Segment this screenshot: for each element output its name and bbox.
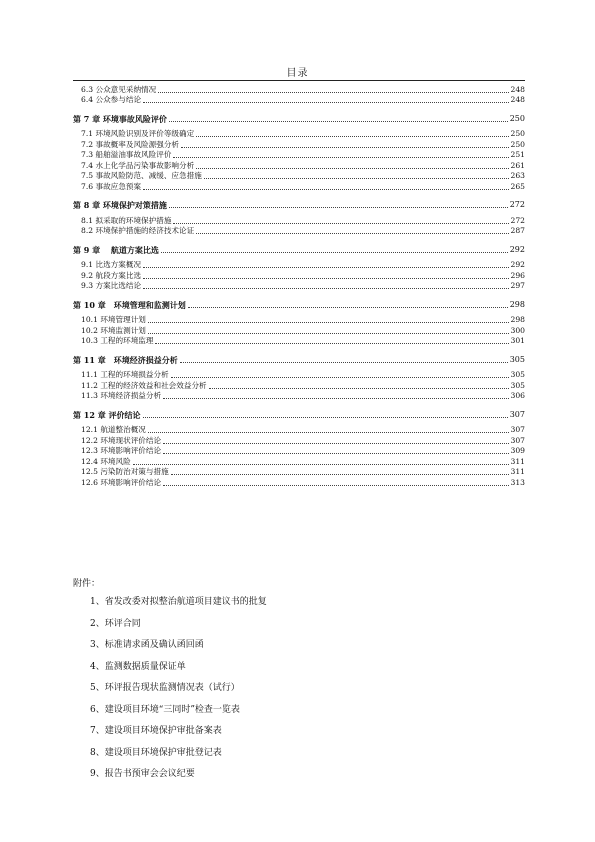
toc-entry-title: 7.5 事故风险防范、减缓、应急措施 xyxy=(81,171,202,180)
appendix-item: 7、建设项目环境保护审批备案表 xyxy=(90,726,222,736)
toc-entry-title: 7.6 事故应急预案 xyxy=(81,181,142,191)
toc-section-row[interactable] xyxy=(73,467,525,478)
appendix-item: 1、省发改委对拟整治航道项目建议书的批复 xyxy=(90,597,267,607)
toc-section-row[interactable] xyxy=(73,260,525,271)
toc-page-number: 307 xyxy=(510,435,525,445)
toc-section-row[interactable] xyxy=(73,435,525,446)
toc-entry-title: 12.4 环境风险 xyxy=(81,456,131,466)
toc-page-number: 287 xyxy=(510,226,525,235)
toc-section-row[interactable] xyxy=(73,325,525,336)
toc-page-number: 298 xyxy=(510,315,525,324)
toc-page-number: 313 xyxy=(510,477,525,487)
toc-entry-title: 第 12 章 评价结论 xyxy=(73,409,141,420)
toc-page-number: 307 xyxy=(510,425,525,434)
toc-page-number: 298 xyxy=(509,299,525,309)
toc-section-row[interactable] xyxy=(73,477,525,488)
toc-entry-title: 7.4 水上化学品污染事故影响分析 xyxy=(81,160,195,170)
appendix-item: 8、建设项目环境保护审批登记表 xyxy=(90,747,222,758)
toc-page-number: 248 xyxy=(510,84,525,94)
toc-entry-title: 11.2 工程的经济效益和社会效益分析 xyxy=(81,380,207,390)
toc-dot-leader xyxy=(163,443,508,444)
toc-section-row[interactable] xyxy=(73,160,525,171)
toc-entry-title: 第 10 章 环境管理和监测计划 xyxy=(73,299,186,310)
toc-section-row[interactable] xyxy=(73,315,525,326)
toc-section-row[interactable] xyxy=(73,139,525,150)
toc-page-number: 263 xyxy=(510,171,525,180)
toc-entry-title: 第 7 章 环境事故风险评价 xyxy=(73,113,167,124)
toc-entry-title: 10.3 工程的环境监理 xyxy=(81,336,154,345)
toc-dot-leader xyxy=(188,307,508,308)
toc-page-number: 300 xyxy=(510,325,525,335)
toc-dot-leader xyxy=(143,267,508,268)
toc-page-number: 292 xyxy=(509,244,525,254)
toc-section-row[interactable] xyxy=(73,95,525,106)
toc-page-number: 250 xyxy=(509,113,525,123)
toc-dot-leader xyxy=(143,189,508,190)
toc-dot-leader xyxy=(196,168,508,169)
toc-page-number: 250 xyxy=(510,129,525,138)
toc-chapter-row[interactable] xyxy=(73,409,525,420)
toc-entry-title: 9.2 航段方案比选 xyxy=(81,270,142,280)
toc-dot-leader xyxy=(163,485,508,486)
toc-section-row[interactable] xyxy=(73,171,525,182)
toc-dot-leader xyxy=(169,121,508,122)
toc-section-row[interactable] xyxy=(73,446,525,457)
toc-page-number: 248 xyxy=(510,95,525,104)
toc-page-number: 306 xyxy=(510,391,525,400)
toc-chapter-row[interactable] xyxy=(73,200,525,211)
toc-dot-leader xyxy=(158,92,508,93)
toc-page-number: 297 xyxy=(510,281,525,290)
toc-entry-title: 第 8 章 环境保护对策措施 xyxy=(73,200,167,210)
toc-entry-title: 第 11 章 环境经济损益分析 xyxy=(73,354,178,365)
toc-entry-title: 10.2 环境监测计划 xyxy=(81,325,146,335)
toc-page-number: 261 xyxy=(510,160,525,170)
toc-page-number: 309 xyxy=(510,446,525,455)
toc-page-number: 250 xyxy=(510,139,525,149)
toc-chapter-row[interactable] xyxy=(73,354,525,365)
toc-page-number: 301 xyxy=(510,336,525,345)
toc-entry-title: 6.4 公众参与结论 xyxy=(81,95,142,104)
toc-page-number: 305 xyxy=(510,370,525,379)
toc-dot-leader xyxy=(169,207,508,208)
toc-entry-title: 10.1 环境管理计划 xyxy=(81,315,146,324)
toc-entry-title: 8.2 环境保护措施的经济技术论证 xyxy=(81,226,195,235)
toc-dot-leader xyxy=(163,398,508,399)
toc-section-row[interactable] xyxy=(73,150,525,161)
toc-chapter-row[interactable] xyxy=(73,244,525,255)
appendix-item: 6、建设项目环境“三同时”检查一览表 xyxy=(90,704,240,715)
toc-page-number: 272 xyxy=(509,200,525,209)
toc-dot-leader xyxy=(133,464,509,465)
toc-dot-leader xyxy=(143,288,508,289)
toc-page-number: 251 xyxy=(510,150,525,159)
toc-chapter-row[interactable] xyxy=(73,113,525,124)
toc-dot-leader xyxy=(143,102,508,103)
toc-section-row[interactable] xyxy=(73,84,525,95)
toc-dot-leader xyxy=(155,343,508,344)
page-header-title: 目录 xyxy=(286,68,309,79)
toc-entry-title: 第 9 章 航道方案比选 xyxy=(73,244,159,255)
appendix-item: 3、标准请求函及确认函回函 xyxy=(90,640,204,650)
toc-section-row[interactable] xyxy=(73,391,525,402)
toc-page-number: 305 xyxy=(510,380,525,390)
toc-section-row[interactable] xyxy=(73,270,525,281)
toc-section-row[interactable] xyxy=(73,380,525,391)
toc-dot-leader xyxy=(161,252,508,253)
toc-entry-title: 7.2 事故概率及风险源强分析 xyxy=(81,139,180,149)
toc-dot-leader xyxy=(148,322,509,323)
appendix-item: 9、报告书预审会会议纪要 xyxy=(90,769,195,779)
toc-dot-leader xyxy=(143,417,508,418)
toc-page-number: 292 xyxy=(510,260,525,269)
toc-section-row[interactable] xyxy=(73,281,525,292)
header-rule xyxy=(73,80,525,81)
toc-entry-title: 11.1 工程的环境损益分析 xyxy=(81,370,169,379)
toc-dot-leader xyxy=(173,223,508,224)
table-of-contents xyxy=(73,84,525,488)
toc-section-row[interactable] xyxy=(73,181,525,192)
toc-page-number: 296 xyxy=(510,270,525,280)
appendix-item: 5、环评报告现状监测情况表（试行） xyxy=(90,683,240,693)
toc-dot-leader xyxy=(196,136,508,137)
toc-dot-leader xyxy=(163,453,508,454)
appendix-list xyxy=(90,596,267,790)
toc-entry-title: 6.3 公众意见采纳情况 xyxy=(81,84,157,94)
toc-section-row[interactable] xyxy=(73,215,525,226)
toc-dot-leader xyxy=(204,178,509,179)
toc-entry-title: 12.3 环境影响评价结论 xyxy=(81,446,162,455)
toc-entry-title: 12.5 污染防治对策与措施 xyxy=(81,467,169,476)
toc-page-number: 305 xyxy=(509,354,525,364)
toc-entry-title: 9.3 方案比选结论 xyxy=(81,281,142,290)
toc-page-number: 311 xyxy=(510,467,525,476)
toc-dot-leader xyxy=(173,157,508,158)
appendix-label: 附件： xyxy=(73,579,101,589)
toc-section-row[interactable] xyxy=(73,336,525,347)
toc-page-number: 265 xyxy=(510,181,525,191)
toc-chapter-row[interactable] xyxy=(73,299,525,310)
toc-page-number: 272 xyxy=(510,215,525,225)
toc-section-row[interactable] xyxy=(73,425,525,436)
toc-section-row[interactable] xyxy=(73,226,525,237)
toc-entry-title: 7.3 船舶溢油事故风险评价 xyxy=(81,150,172,159)
toc-section-row[interactable] xyxy=(73,456,525,467)
toc-dot-leader xyxy=(196,233,508,234)
toc-entry-title: 7.1 环境风险识别及评价等级确定 xyxy=(81,129,195,138)
appendix-item: 2、环评合同 xyxy=(90,618,141,629)
toc-dot-leader xyxy=(171,474,509,475)
toc-dot-leader xyxy=(180,362,508,363)
toc-section-row[interactable] xyxy=(73,129,525,140)
toc-dot-leader xyxy=(209,388,509,389)
toc-entry-title: 9.1 比选方案概况 xyxy=(81,260,142,269)
toc-entry-title: 8.1 拟采取的环境保护措施 xyxy=(81,215,172,225)
toc-section-row[interactable] xyxy=(73,370,525,381)
toc-dot-leader xyxy=(148,333,509,334)
appendix-item: 4、监测数据质量保证单 xyxy=(90,661,186,672)
toc-page-number: 307 xyxy=(509,409,525,419)
toc-entry-title: 12.6 环境影响评价结论 xyxy=(81,477,162,487)
toc-entry-title: 12.1 航道整治概况 xyxy=(81,425,146,434)
toc-dot-leader xyxy=(148,432,509,433)
toc-entry-title: 12.2 环境现状评价结论 xyxy=(81,435,162,445)
toc-dot-leader xyxy=(143,278,508,279)
toc-dot-leader xyxy=(171,377,509,378)
toc-dot-leader xyxy=(181,147,508,148)
toc-entry-title: 11.3 环境经济损益分析 xyxy=(81,391,162,400)
toc-page-number: 311 xyxy=(510,456,525,466)
